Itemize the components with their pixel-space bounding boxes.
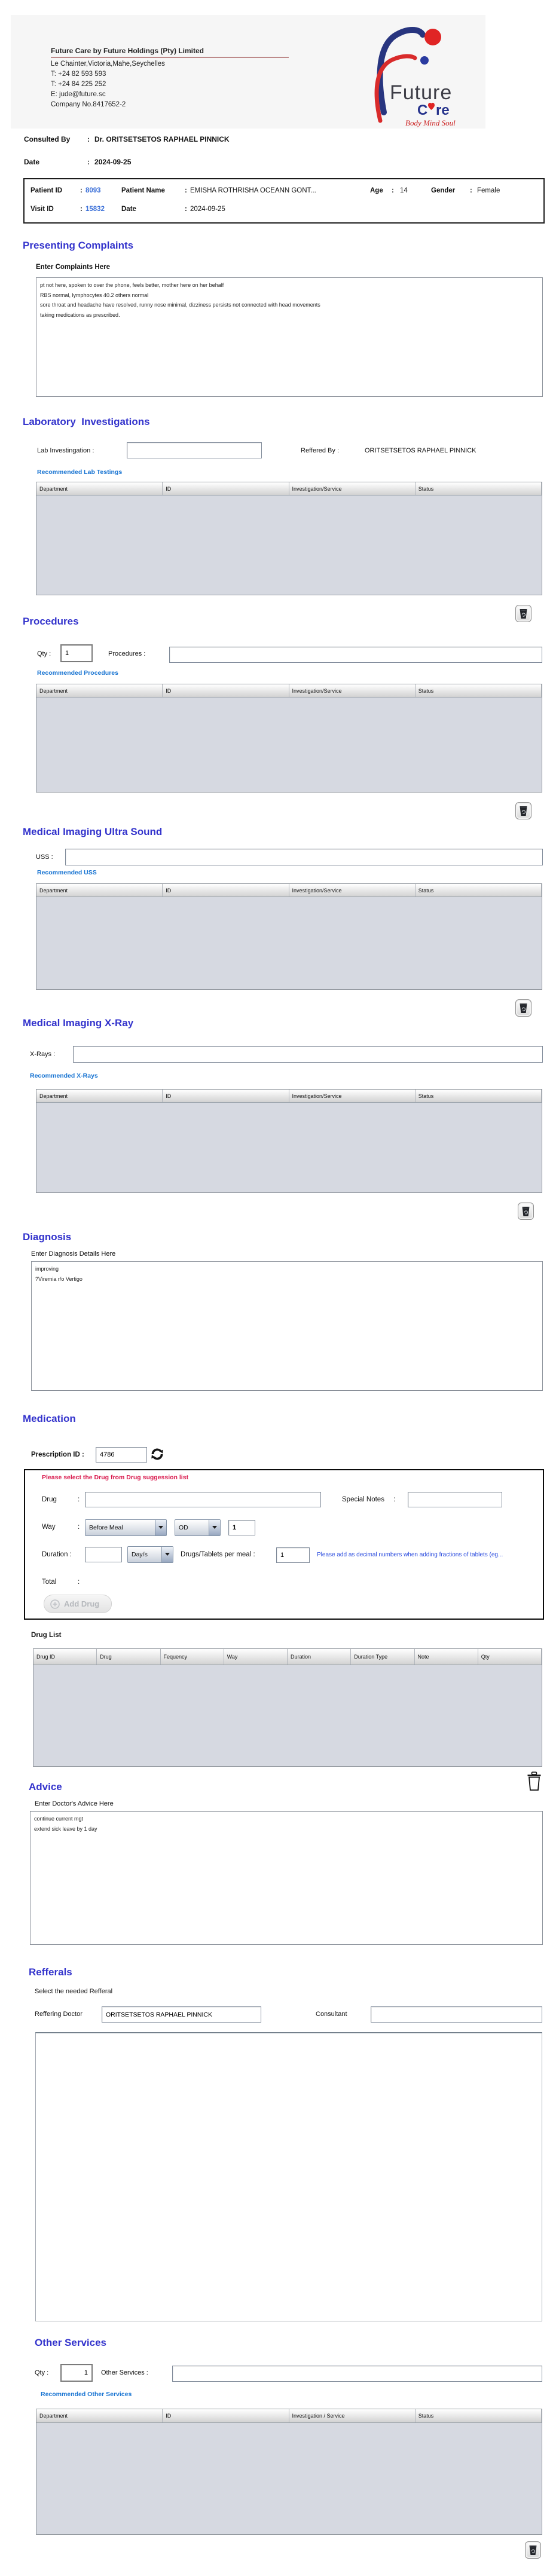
header-divider bbox=[51, 57, 289, 58]
diagnosis-label: Enter Diagnosis Details Here bbox=[31, 1250, 116, 1258]
logo-care-re: re bbox=[436, 102, 450, 118]
diagnosis-title: Diagnosis bbox=[23, 1231, 72, 1243]
table-header-row bbox=[36, 684, 542, 697]
advice-title: Advice bbox=[29, 1781, 62, 1792]
complaints-label: Enter Complaints Here bbox=[36, 264, 110, 271]
advice-label: Enter Doctor's Advice Here bbox=[35, 1800, 114, 1807]
per-meal-input[interactable] bbox=[276, 1547, 310, 1563]
diagnosis-textarea[interactable] bbox=[31, 1261, 543, 1391]
column-header: Duration bbox=[288, 1649, 351, 1665]
company-phone-2: T: +24 84 225 252 bbox=[51, 81, 106, 88]
colon: : bbox=[185, 206, 187, 213]
trash-icon bbox=[519, 608, 528, 619]
drug-suggestion-warning: Please select the Drug from Drug suggession list bbox=[42, 1474, 189, 1481]
patient-name-label: Patient Name bbox=[121, 187, 165, 194]
column-header: Status bbox=[416, 482, 542, 495]
special-notes-input[interactable] bbox=[408, 1492, 502, 1507]
laboratory-title: Laboratory Investigations bbox=[23, 416, 150, 427]
recommended-uss-link[interactable]: Recommended USS bbox=[37, 869, 97, 876]
company-number: Company No.8417652-2 bbox=[51, 101, 126, 108]
column-header: Investigation/Service bbox=[289, 482, 416, 495]
column-header: Investigation/Service bbox=[289, 1090, 416, 1102]
recommended-uss-table bbox=[36, 883, 542, 990]
column-header: ID bbox=[163, 2409, 289, 2422]
delete-xray-rows-button[interactable] bbox=[518, 1203, 534, 1220]
way-qty-input[interactable] bbox=[228, 1520, 255, 1535]
xray-input[interactable] bbox=[73, 1046, 543, 1063]
procedures-input[interactable] bbox=[169, 647, 542, 663]
column-header: Status bbox=[416, 2409, 542, 2422]
referring-doctor-label: Reffering Doctor bbox=[35, 2011, 83, 2018]
patient-name-value: EMISHA ROTHRISHA OCEANN GONT... bbox=[190, 187, 316, 194]
consultant-label: Consultant bbox=[316, 2011, 347, 2018]
table-header-row bbox=[36, 884, 542, 897]
column-header: Fequency bbox=[161, 1649, 224, 1665]
other-qty-label: Qty : bbox=[35, 2369, 49, 2376]
colon: : bbox=[80, 206, 83, 213]
trash-icon bbox=[521, 1206, 530, 1217]
table-header-row bbox=[36, 1090, 542, 1103]
advice-textarea[interactable] bbox=[30, 1811, 543, 1945]
gender-value: Female bbox=[477, 187, 500, 194]
xray-title: Medical Imaging X-Ray bbox=[23, 1017, 134, 1029]
chevron-down-icon bbox=[161, 1547, 173, 1562]
visit-date-value: 2024-09-25 bbox=[190, 206, 225, 213]
way-label: Way bbox=[42, 1523, 56, 1531]
refresh-icon bbox=[149, 1446, 165, 1462]
procedures-title: Procedures bbox=[23, 616, 79, 627]
referring-doctor-input[interactable] bbox=[102, 2006, 261, 2023]
column-header: Way bbox=[224, 1649, 288, 1665]
recommended-lab-table bbox=[36, 482, 542, 595]
chevron-down-icon bbox=[155, 1520, 166, 1535]
drug-list-table bbox=[33, 1648, 542, 1767]
drug-label: Drug bbox=[42, 1496, 57, 1503]
medication-entry-box bbox=[24, 1469, 544, 1620]
visit-date-label: Date bbox=[121, 206, 136, 213]
consulted-by-label: Consulted By bbox=[24, 135, 71, 143]
selected-option: Before Meal bbox=[89, 1524, 123, 1531]
procedures-qty-input[interactable] bbox=[60, 644, 93, 662]
referrals-subtitle: Select the needed Refferal bbox=[35, 1988, 113, 1995]
column-header: Investigation/Service bbox=[289, 684, 416, 697]
column-header: ID bbox=[163, 884, 289, 897]
age-label: Age bbox=[370, 187, 383, 194]
chevron-down-icon bbox=[209, 1520, 220, 1535]
consulted-by-value: Dr. ORITSETSETOS RAPHAEL PINNICK bbox=[94, 135, 230, 143]
delete-lab-rows-button[interactable] bbox=[515, 605, 531, 622]
patient-id-value: 8093 bbox=[85, 187, 101, 194]
delete-drug-button[interactable] bbox=[526, 1772, 542, 1791]
referred-by-label: Reffered By : bbox=[301, 447, 339, 454]
colon: : bbox=[393, 1496, 396, 1503]
visit-id-value: 15832 bbox=[85, 206, 105, 213]
selected-option: OD bbox=[179, 1524, 188, 1531]
recommended-procedures-table bbox=[36, 684, 542, 793]
uss-input[interactable] bbox=[65, 849, 543, 865]
consult-date-row bbox=[24, 158, 131, 166]
lab-investigation-input[interactable] bbox=[127, 442, 262, 458]
company-email: E: jude@future.sc bbox=[51, 91, 106, 98]
uss-label: USS : bbox=[36, 853, 53, 861]
prescription-id-label: Prescription ID : bbox=[31, 1451, 84, 1458]
colon: : bbox=[470, 187, 472, 194]
delete-uss-rows-button[interactable] bbox=[515, 999, 531, 1017]
other-services-input[interactable] bbox=[172, 2366, 542, 2382]
column-header: Status bbox=[416, 1090, 542, 1102]
logo-heart-icon bbox=[428, 103, 435, 110]
colon: : bbox=[185, 187, 187, 194]
xray-table-body[interactable] bbox=[36, 1103, 542, 1192]
table-header-row bbox=[36, 482, 542, 495]
fractions-hint: Please add as decimal numbers when adding fractions of tablets (eg... bbox=[317, 1552, 503, 1558]
column-header: Department bbox=[36, 482, 163, 495]
per-meal-label: Drugs/Tablets per meal : bbox=[181, 1551, 255, 1558]
trash-icon bbox=[519, 1003, 528, 1014]
trash-icon bbox=[519, 806, 528, 816]
complaints-textarea[interactable] bbox=[36, 277, 543, 397]
colon: : bbox=[78, 1578, 80, 1586]
column-header: Qty bbox=[478, 1649, 542, 1665]
company-name: Future Care by Future Holdings (Pty) Limited bbox=[51, 47, 204, 55]
company-address: Le Chainter,Victoria,Mahe,Seychelles bbox=[51, 60, 165, 68]
column-header: ID bbox=[163, 482, 289, 495]
other-services-title: Other Services bbox=[35, 2337, 107, 2348]
other-services-table-body[interactable] bbox=[36, 2423, 542, 2534]
column-header: Department bbox=[36, 684, 163, 697]
other-services-label: Other Services : bbox=[101, 2369, 148, 2376]
colon: : bbox=[87, 158, 90, 166]
column-header: Department bbox=[36, 2409, 163, 2422]
age-value: 14 bbox=[400, 187, 408, 194]
uss-table-body[interactable] bbox=[36, 897, 542, 989]
gender-label: Gender bbox=[431, 187, 456, 194]
lab-table-body[interactable] bbox=[36, 495, 542, 595]
medication-title: Medication bbox=[23, 1413, 76, 1424]
column-header: Duration Type bbox=[351, 1649, 414, 1665]
lab-investigation-label: Lab Investingation : bbox=[37, 447, 94, 454]
refresh-prescription-button[interactable] bbox=[149, 1446, 165, 1462]
consultant-input[interactable] bbox=[371, 2006, 542, 2023]
xray-label: X-Rays : bbox=[30, 1051, 56, 1058]
uss-title: Medical Imaging Ultra Sound bbox=[23, 826, 163, 837]
recommended-other-services-link[interactable]: Recommended Other Services bbox=[41, 2391, 132, 2398]
patient-info-box bbox=[23, 178, 545, 224]
presenting-complaints-title: Presenting Complaints bbox=[23, 240, 134, 251]
referral-list-box[interactable] bbox=[35, 2032, 542, 2321]
colon: : bbox=[392, 187, 394, 194]
procedures-table-body[interactable] bbox=[36, 697, 542, 792]
drug-list-label: Drug List bbox=[31, 1632, 62, 1639]
duration-unit-select[interactable] bbox=[127, 1546, 173, 1563]
colon: : bbox=[78, 1523, 80, 1531]
colon: : bbox=[87, 135, 90, 143]
column-header: Status bbox=[416, 884, 542, 897]
column-header: ID bbox=[163, 684, 289, 697]
drug-input[interactable] bbox=[85, 1492, 321, 1507]
company-phone-1: T: +24 82 593 593 bbox=[51, 71, 106, 78]
recommended-other-services-table bbox=[36, 2409, 542, 2535]
drug-list-body[interactable] bbox=[33, 1665, 542, 1766]
consult-date-label: Date bbox=[24, 158, 40, 166]
way-frequency-select[interactable] bbox=[175, 1519, 221, 1536]
trash-outline-icon bbox=[526, 1772, 542, 1791]
add-drug-button[interactable] bbox=[44, 1595, 112, 1613]
procedures-qty-label: Qty : bbox=[37, 650, 51, 657]
prescription-id-input[interactable] bbox=[96, 1447, 147, 1463]
column-header: ID bbox=[163, 1090, 289, 1102]
plus-circle-icon bbox=[50, 1599, 60, 1609]
recommended-xray-table bbox=[36, 1089, 542, 1193]
column-header: Department bbox=[36, 1090, 163, 1102]
add-drug-label: Add Drug bbox=[64, 1599, 100, 1608]
delete-procedures-rows-button[interactable] bbox=[515, 802, 531, 819]
logo-word-future: Future bbox=[390, 81, 453, 104]
future-care-logo bbox=[366, 16, 489, 128]
referred-by-value: ORITSETSETOS RAPHAEL PINNICK bbox=[365, 447, 476, 454]
recommended-procedures-link[interactable]: Recommended Procedures bbox=[37, 669, 118, 677]
column-header: Note bbox=[415, 1649, 478, 1665]
consult-date-value: 2024-09-25 bbox=[94, 158, 132, 166]
colon: : bbox=[80, 187, 83, 194]
duration-input[interactable] bbox=[85, 1547, 122, 1562]
column-header: Investigation/Service bbox=[289, 884, 416, 897]
column-header: Status bbox=[416, 684, 542, 697]
trash-icon bbox=[528, 2545, 537, 2556]
recommended-lab-link[interactable]: Recommended Lab Testings bbox=[37, 469, 123, 476]
column-header: Drug ID bbox=[33, 1649, 97, 1665]
referrals-title: Refferals bbox=[29, 1966, 72, 1978]
selected-option: Day/s bbox=[132, 1551, 148, 1558]
other-qty-input[interactable] bbox=[60, 2364, 93, 2382]
special-notes-label: Special Notes bbox=[342, 1496, 384, 1503]
total-label: Total bbox=[42, 1578, 57, 1586]
procedures-label: Procedures : bbox=[108, 650, 146, 657]
table-header-row bbox=[33, 1649, 542, 1665]
way-meal-select[interactable] bbox=[85, 1519, 167, 1536]
recommended-xray-link[interactable]: Recommended X-Rays bbox=[30, 1072, 98, 1079]
logo-tagline: Body Mind Soul bbox=[405, 118, 456, 127]
column-header: Investigation / Service bbox=[289, 2409, 416, 2422]
visit-id-label: Visit ID bbox=[30, 206, 54, 213]
logo-care-c: C bbox=[417, 102, 428, 118]
column-header: Department bbox=[36, 884, 163, 897]
patient-id-label: Patient ID bbox=[30, 187, 63, 194]
delete-other-services-rows-button[interactable] bbox=[525, 2541, 541, 2559]
consulted-by-row bbox=[24, 135, 230, 143]
duration-label: Duration : bbox=[42, 1551, 72, 1558]
table-header-row bbox=[36, 2409, 542, 2423]
column-header: Drug bbox=[97, 1649, 160, 1665]
colon: : bbox=[78, 1496, 80, 1503]
